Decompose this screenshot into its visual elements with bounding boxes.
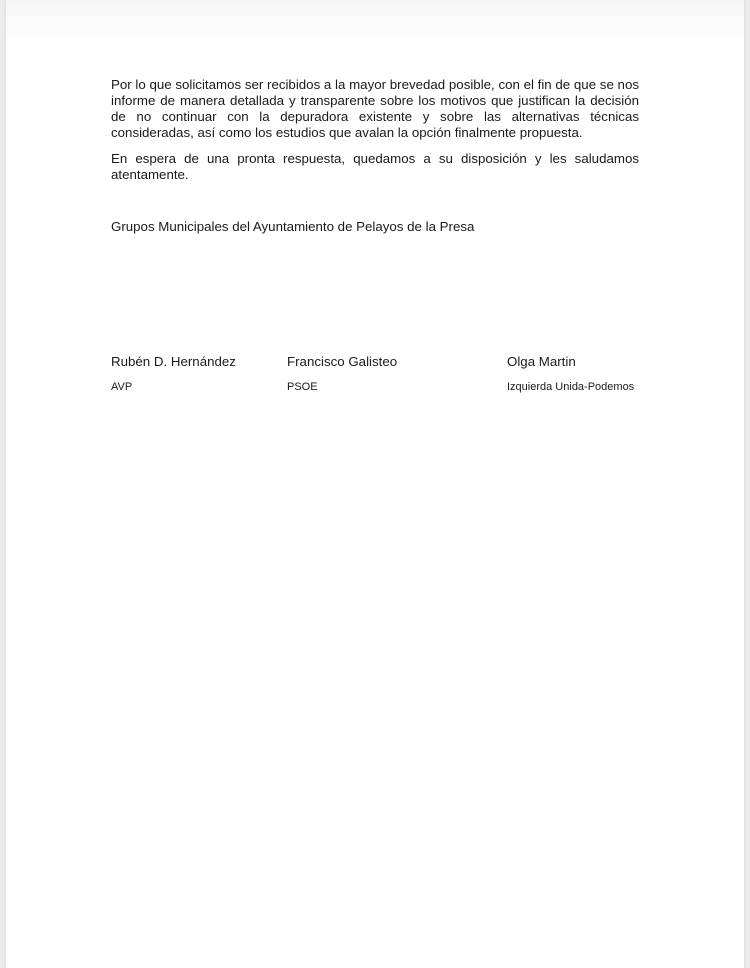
signatory-party: AVP (111, 381, 133, 393)
page-top-shadow (6, 0, 744, 44)
request-paragraph: Por lo que solicitamos ser recibidos a la mayor brevedad posible, con el fin de que se nos informe de manera detallada y transparente sobre los motivos que justifican la decisión de no continuar con la depuradora existente y sobre las alternativas técnicas consideradas, así como los estudios que avalan la opción finalmente propuesta. (111, 77, 639, 140)
signing-groups: Grupos Municipales del Ayuntamiento de Pelayos de la Presa (111, 219, 475, 234)
signatory-party: PSOE (287, 381, 318, 393)
signatory-name: Rubén D. Hernández (111, 354, 236, 369)
signatory-party: Izquierda Unida-Podemos (507, 381, 635, 393)
signatory-name: Francisco Galisteo (287, 354, 398, 369)
signatory-name: Olga Martin (507, 354, 576, 369)
document-page (6, 0, 744, 968)
closing-paragraph: En espera de una pronta respuesta, quedamos a su disposición y les saludamos atentamente. (111, 151, 639, 182)
